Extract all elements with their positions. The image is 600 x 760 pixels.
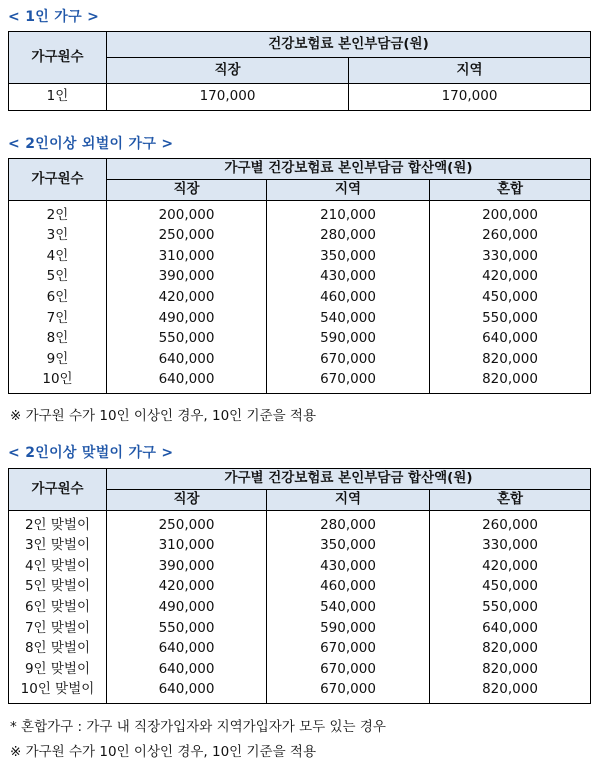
cell-regional: 430,000: [267, 267, 430, 288]
cell-employee: 250,000: [107, 511, 267, 536]
table-row: [9, 226, 591, 247]
row-label: 1인: [9, 84, 107, 111]
table-row: [9, 308, 591, 329]
cell-mixed: 260,000: [430, 511, 591, 536]
row-label: 8인 맞벌이: [9, 639, 107, 660]
row-label: 4인 맞벌이: [9, 556, 107, 577]
cell-mixed: 550,000: [430, 308, 591, 329]
row-label: 4인: [9, 246, 107, 267]
cell-mixed: 820,000: [430, 659, 591, 680]
cell-regional: 670,000: [267, 349, 430, 370]
column-header-regional: 지역: [267, 490, 430, 511]
cell-employee: 490,000: [107, 308, 267, 329]
table-row: [9, 577, 591, 598]
single-earner-table: [8, 158, 591, 394]
table-row: [9, 370, 591, 394]
row-label: 2인 맞벌이: [9, 511, 107, 536]
row-label: 7인: [9, 308, 107, 329]
column-header-employee: 직장: [107, 58, 349, 84]
row-header-household-size: 가구원수: [9, 469, 107, 511]
cell-employee: 390,000: [107, 556, 267, 577]
cell-mixed: 450,000: [430, 287, 591, 308]
cell-regional: 590,000: [267, 618, 430, 639]
row-label: 2인: [9, 201, 107, 226]
cell-mixed: 260,000: [430, 226, 591, 247]
cell-mixed: 420,000: [430, 267, 591, 288]
cell-employee: 640,000: [107, 639, 267, 660]
table-row: [9, 659, 591, 680]
cell-regional: 350,000: [267, 536, 430, 557]
cell-employee: 640,000: [107, 680, 267, 704]
dual-earner-table: [8, 468, 591, 704]
cell-employee: 170,000: [107, 84, 349, 111]
cell-employee: 550,000: [107, 329, 267, 350]
column-header-employee: 직장: [107, 180, 267, 201]
note-ten-person-rule: ※ 가구원 수가 10인 이상인 경우, 10인 기준을 적용: [10, 408, 316, 424]
note-mixed-household: * 혼합가구 : 가구 내 직장가입자와 지역가입자가 모두 있는 경우: [10, 719, 386, 735]
cell-mixed: 640,000: [430, 618, 591, 639]
row-label: 6인 맞벌이: [9, 597, 107, 618]
cell-mixed: 330,000: [430, 536, 591, 557]
row-label: 10인 맞벌이: [9, 680, 107, 704]
row-label: 10인: [9, 370, 107, 394]
cell-mixed: 820,000: [430, 370, 591, 394]
cell-regional: 210,000: [267, 201, 430, 226]
row-label: 9인: [9, 349, 107, 370]
cell-regional: 280,000: [267, 511, 430, 536]
row-header-household-size: 가구원수: [9, 32, 107, 84]
section-title-single-earner: < 2인이상 외벌이 가구 >: [8, 136, 174, 152]
cell-regional: 670,000: [267, 680, 430, 704]
cell-employee: 420,000: [107, 577, 267, 598]
cell-employee: 310,000: [107, 246, 267, 267]
column-header-mixed: 혼합: [430, 490, 591, 511]
cell-regional: 670,000: [267, 639, 430, 660]
column-header-mixed: 혼합: [430, 180, 591, 201]
cell-regional: 590,000: [267, 329, 430, 350]
column-header-regional: 지역: [267, 180, 430, 201]
group-header: 건강보험료 본인부담금(원): [107, 32, 591, 58]
table-row: [9, 267, 591, 288]
cell-regional: 430,000: [267, 556, 430, 577]
cell-employee: 310,000: [107, 536, 267, 557]
table-row: [9, 556, 591, 577]
row-label: 9인 맞벌이: [9, 659, 107, 680]
cell-mixed: 200,000: [430, 201, 591, 226]
table-row: [9, 680, 591, 704]
table-row: [9, 287, 591, 308]
section-title-dual-earner: < 2인이상 맞벌이 가구 >: [8, 445, 174, 461]
group-header: 가구별 건강보험료 본인부담금 합산액(원): [107, 159, 591, 180]
cell-regional: 540,000: [267, 597, 430, 618]
row-label: 3인 맞벌이: [9, 536, 107, 557]
cell-mixed: 330,000: [430, 246, 591, 267]
cell-employee: 640,000: [107, 349, 267, 370]
cell-mixed: 550,000: [430, 597, 591, 618]
column-header-regional: 지역: [349, 58, 591, 84]
section-title-single-household: < 1인 가구 >: [8, 9, 100, 25]
cell-employee: 420,000: [107, 287, 267, 308]
cell-employee: 250,000: [107, 226, 267, 247]
table-row: [9, 329, 591, 350]
cell-employee: 550,000: [107, 618, 267, 639]
cell-mixed: 450,000: [430, 577, 591, 598]
cell-employee: 490,000: [107, 597, 267, 618]
table-row: [9, 511, 591, 536]
cell-regional: 460,000: [267, 287, 430, 308]
table-row: [9, 618, 591, 639]
cell-mixed: 820,000: [430, 639, 591, 660]
cell-employee: 200,000: [107, 201, 267, 226]
cell-employee: 640,000: [107, 370, 267, 394]
column-header-employee: 직장: [107, 490, 267, 511]
cell-employee: 640,000: [107, 659, 267, 680]
cell-employee: 390,000: [107, 267, 267, 288]
cell-regional: 670,000: [267, 659, 430, 680]
cell-mixed: 640,000: [430, 329, 591, 350]
cell-regional: 670,000: [267, 370, 430, 394]
cell-regional: 540,000: [267, 308, 430, 329]
row-label: 3인: [9, 226, 107, 247]
table-row: [9, 201, 591, 226]
row-label: 5인 맞벌이: [9, 577, 107, 598]
table-row: [9, 246, 591, 267]
cell-regional: 280,000: [267, 226, 430, 247]
cell-regional: 350,000: [267, 246, 430, 267]
table-row: [9, 639, 591, 660]
row-label: 8인: [9, 329, 107, 350]
group-header: 가구별 건강보험료 본인부담금 합산액(원): [107, 469, 591, 490]
cell-regional: 170,000: [349, 84, 591, 111]
note-ten-person-rule: ※ 가구원 수가 10인 이상인 경우, 10인 기준을 적용: [10, 744, 316, 760]
row-label: 5인: [9, 267, 107, 288]
table-row: [9, 597, 591, 618]
cell-mixed: 820,000: [430, 680, 591, 704]
row-header-household-size: 가구원수: [9, 159, 107, 201]
cell-mixed: 420,000: [430, 556, 591, 577]
table-row: [9, 84, 591, 111]
row-label: 7인 맞벌이: [9, 618, 107, 639]
cell-regional: 460,000: [267, 577, 430, 598]
single-household-table: [8, 31, 591, 111]
table-row: [9, 349, 591, 370]
row-label: 6인: [9, 287, 107, 308]
cell-mixed: 820,000: [430, 349, 591, 370]
table-row: [9, 536, 591, 557]
